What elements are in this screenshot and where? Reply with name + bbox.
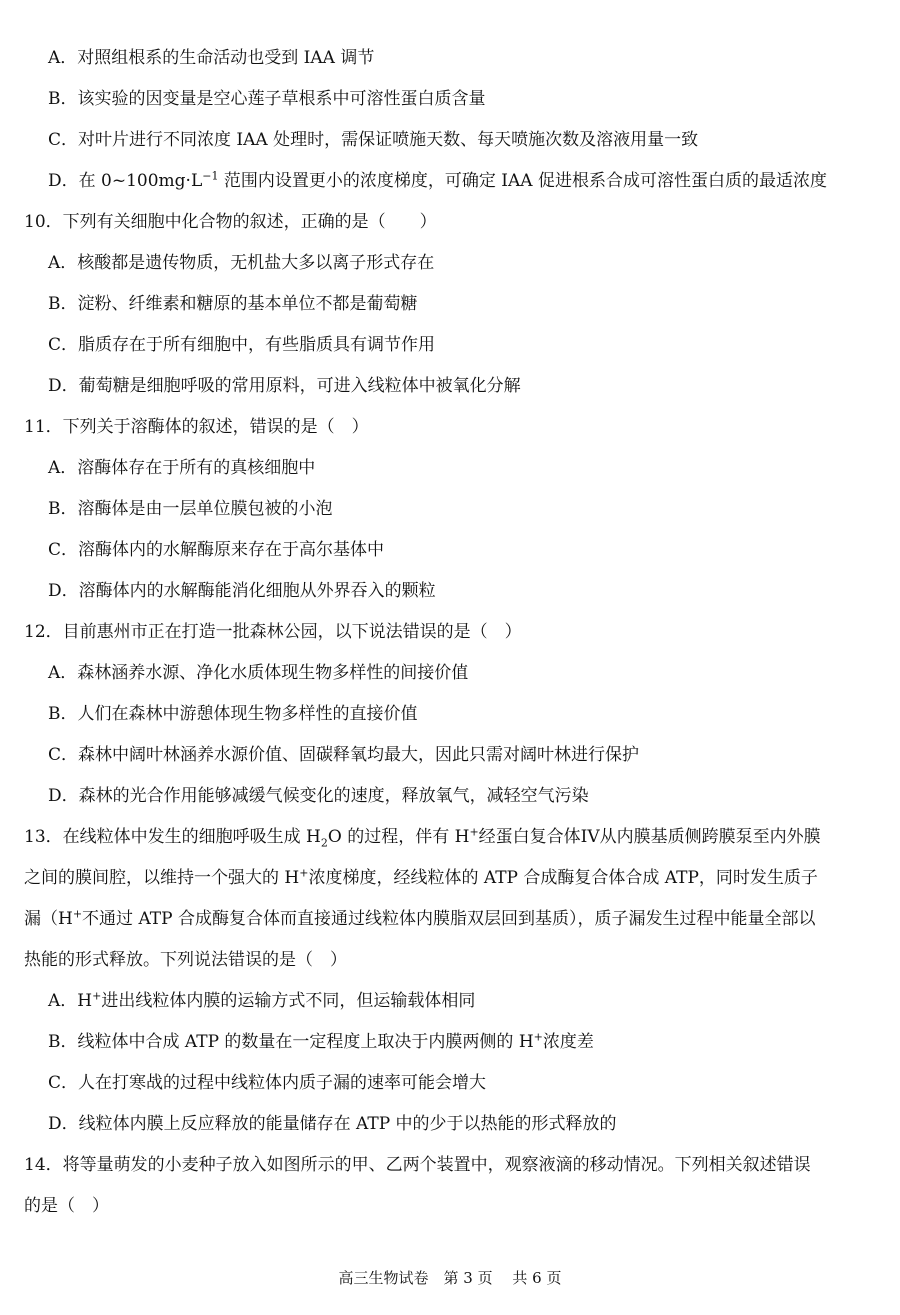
q9-option-d-pre: D．在 0~100mg·L [48,171,203,191]
q13-l3-a: 漏（H [24,909,73,929]
q12-option-d: D．森林的光合作用能够减缓气候变化的速度，释放氧气，减轻空气污染 [48,786,589,806]
q13-l1-b: O 的过程，伴有 H [327,827,470,847]
q10-option-d: D．葡萄糖是细胞呼吸的常用原料，可进入线粒体中被氧化分解 [48,376,521,396]
q10-option-c: C．脂质存在于所有细胞中，有些脂质具有调节作用 [48,335,436,355]
q9-option-a: A．对照组根系的生命活动也受到 IAA 调节 [48,48,375,68]
page-footer: 高三生物试卷 第 3 页 共 6 页 [338,1269,562,1287]
q13-l3-sup: + [72,907,83,921]
q13-stem-line-4: 热能的形式释放。下列说法错误的是（ ） [24,950,347,970]
q13-l3-b: 不通过 ATP 合成酶复合体而直接通过线粒体内膜脂双层回到基质），质子漏发生过程中能量全部以 [82,909,816,929]
q10-stem: 10．下列有关细胞中化合物的叙述，正确的是（ ） [24,212,437,232]
q13-a-post: 进出线粒体内膜的运输方式不同，但运输载体相同 [101,991,476,1011]
q13-l2-sup: + [299,866,309,880]
q9-option-c: C．对叶片进行不同浓度 IAA 处理时，需保证喷施天数、每天喷施次数及溶液用量一致 [48,130,699,150]
q9-option-d-sup: −1 [202,169,219,183]
q13-b-post: 浓度差 [542,1032,594,1052]
q10-option-a: A．核酸都是遗传物质，无机盐大多以离子形式存在 [48,253,435,273]
q13-a-pre: A．H [48,991,93,1011]
q9-option-b: B．该实验的因变量是空心莲子草根系中可溶性蛋白质含量 [48,89,486,109]
q13-b-sup: + [533,1030,543,1044]
q14-stem-line-1: 14．将等量萌发的小麦种子放入如图所示的甲、乙两个装置中，观察液滴的移动情况。下列相关叙述错误 [24,1155,811,1175]
q13-l1-sub: 2 [320,836,328,850]
q13-option-b [48,1030,594,1054]
q13-l2-a: 之间的膜间腔，以维持一个强大的 H [24,868,300,888]
q12-option-c: C．森林中阔叶林涵养水源价值、固碳释氧均最大，因此只需对阔叶林进行保护 [48,745,640,765]
q12-stem: 12．目前惠州市正在打造一批森林公园，以下说法错误的是（ ） [24,622,522,642]
q13-b-pre: B．线粒体中合成 ATP 的数量在一定程度上取决于内膜两侧的 H [48,1032,534,1052]
q11-option-c: C．溶酶体内的水解酶原来存在于高尔基体中 [48,540,385,560]
q11-option-d: D．溶酶体内的水解酶能消化细胞从外界吞入的颗粒 [48,581,436,601]
q13-option-d: D．线粒体内膜上反应释放的能量储存在 ATP 中的少于以热能的形式释放的 [48,1114,617,1134]
q11-option-a: A．溶酶体存在于所有的真核细胞中 [48,458,316,478]
q9-option-d [48,169,827,193]
q11-option-b: B．溶酶体是由一层单位膜包被的小泡 [48,499,333,519]
q10-option-b: B．淀粉、纤维素和糖原的基本单位不都是葡萄糖 [48,294,418,314]
q14-stem-line-2: 的是（ ） [24,1196,109,1216]
q13-stem-line-2 [24,866,818,890]
q9-option-d-post: 范围内设置更小的浓度梯度，可确定 IAA 促进根系合成可溶性蛋白质的最适浓度 [218,171,827,191]
q13-option-a [48,989,475,1013]
q13-l1-c: 经蛋白复合体IV从内膜基质侧跨膜泵至内外膜 [478,827,821,847]
q12-option-a: A．森林涵养水源、净化水质体现生物多样性的间接价值 [48,663,469,683]
q13-a-sup: + [92,989,102,1003]
q13-l1-a: 13．在线粒体中发生的细胞呼吸生成 H [24,827,321,847]
q13-l1-sup: + [469,825,479,839]
q11-stem: 11．下列关于溶酶体的叙述，错误的是（ ） [24,417,369,437]
q13-stem-line-1 [24,825,821,849]
q12-option-b: B．人们在森林中游憩体现生物多样性的直接价值 [48,704,418,724]
q13-l2-b: 浓度梯度，经线粒体的 ATP 合成酶复合体合成 ATP，同时发生质子 [308,868,818,888]
q13-option-c: C．人在打寒战的过程中线粒体内质子漏的速率可能会增大 [48,1073,487,1093]
q13-stem-line-3 [24,907,815,931]
